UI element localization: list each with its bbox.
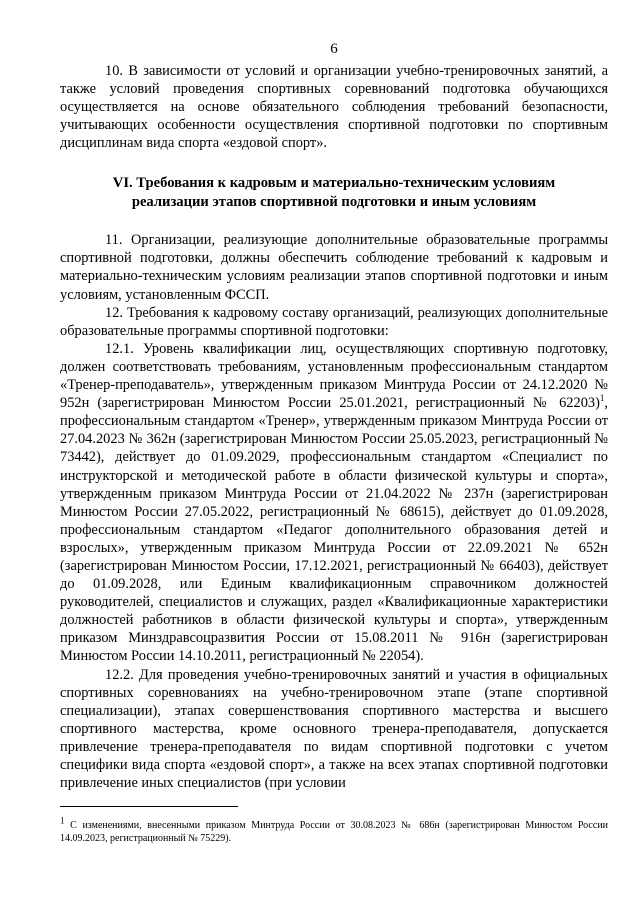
paragraph-12-1-text-start: 12.1. Уровень квалификации лиц, осуществляющих спортивную подготовку, должен соответствовать требованиям, установленным профессиональным стандартом «Тренер-преподаватель», утвержденным приказом Минтруда России от 24.12.2020 № 952н (зарегистрирован Минюстом России 25.01.2021, регистрационный № 62203): [60, 340, 608, 412]
paragraph-12-1: [60, 340, 608, 666]
page-number: 6: [330, 41, 338, 57]
footnote-divider: [60, 806, 238, 807]
section-heading: VI. Требования к кадровым и материально-техническим условиям реализации этапов спортивной подготовки и иным условиям: [112, 175, 556, 210]
paragraph-11: 11. Организации, реализующие дополнительные образовательные программы спортивной подготовки, должны обеспечить соблюдение требований к кадровым и материально-техническим условиям реализации этапов спортивной подготовки и иным условиям, установленным ФССП.: [60, 232, 608, 303]
paragraph-10: 10. В зависимости от условий и организации учебно-тренировочных занятий, а также условий проведения спортивных соревнований подготовка обучающихся осуществляется на основе обязательного соблюдения требований безопасности, учитывающих особенности осуществления спортивной подготовки по спортивным дисциплинам вида спорта «ездовой спорт».: [60, 63, 608, 152]
document-page: [60, 0, 608, 903]
paragraph-12: 12. Требования к кадровому составу организаций, реализующих дополнительные образовательные программы спортивной подготовки:: [60, 304, 608, 339]
footnote-reference: 1: [599, 393, 605, 404]
paragraph-12-2: 12.2. Для проведения учебно-тренировочных занятий и участия в официальных спортивных соревнованиях на учебно-тренировочном этапе (этапе спортивной специализации), этапах совершенствования спортивного мастерства и высшего спортивного мастерства, кроме основного тренера-преподавателя, допускается привлечение тренера-преподавателя по видам спортивной подготовки с учетом специфики вида спорта «ездовой спорт», а также на всех этапах спортивной подготовки привлечение иных специалистов (при условии: [60, 666, 608, 792]
paragraph-12-1-text-end: , профессиональным стандартом «Тренер», утвержденным приказом Минтруда России от 27.04.2023 № 362н (зарегистрирован Минюстом России 25.05.2023, регистрационный № 73442), действует до 01.09.2029, профессиональным стандартом «Специалист по инструкторской и методической работе в области физической культуры и спорта», утвержденным приказом Минтруда России от 21.04.2022 № 237н (зарегистрирован Минюстом России 27.05.2022, регистрационный № 68615), действует до 01.09.2028, профессиональным стандартом «Педагог дополнительного образования детей и взрослых», утвержденным приказом Минтруда России от 22.09.2021 № 652н (зарегистрирован Минюстом России, 17.12.2021, регистрационный № 66403), действует до 01.09.2028, или Единым квалификационным справочником должностей руководителей, специалистов и служащих, раздел «Квалификационные характеристики должностей работников в области физической культуры и спорта», утвержденным приказом Минздравсоцразвития России от 15.08.2011 № 916н (зарегистрирован Минюстом России 14.10.2011, регистрационный № 22054).: [60, 395, 608, 665]
footnote-mark: 1: [60, 815, 65, 826]
footnote: [60, 815, 608, 845]
document-body: [60, 62, 608, 792]
footnote-area: [60, 806, 608, 845]
footnote-text: С изменениями, внесенными приказом Минтруда России от 30.08.2023 № 686н (зарегистрирован Минюстом России 14.09.2023, регистрационный № 75229).: [60, 820, 608, 844]
